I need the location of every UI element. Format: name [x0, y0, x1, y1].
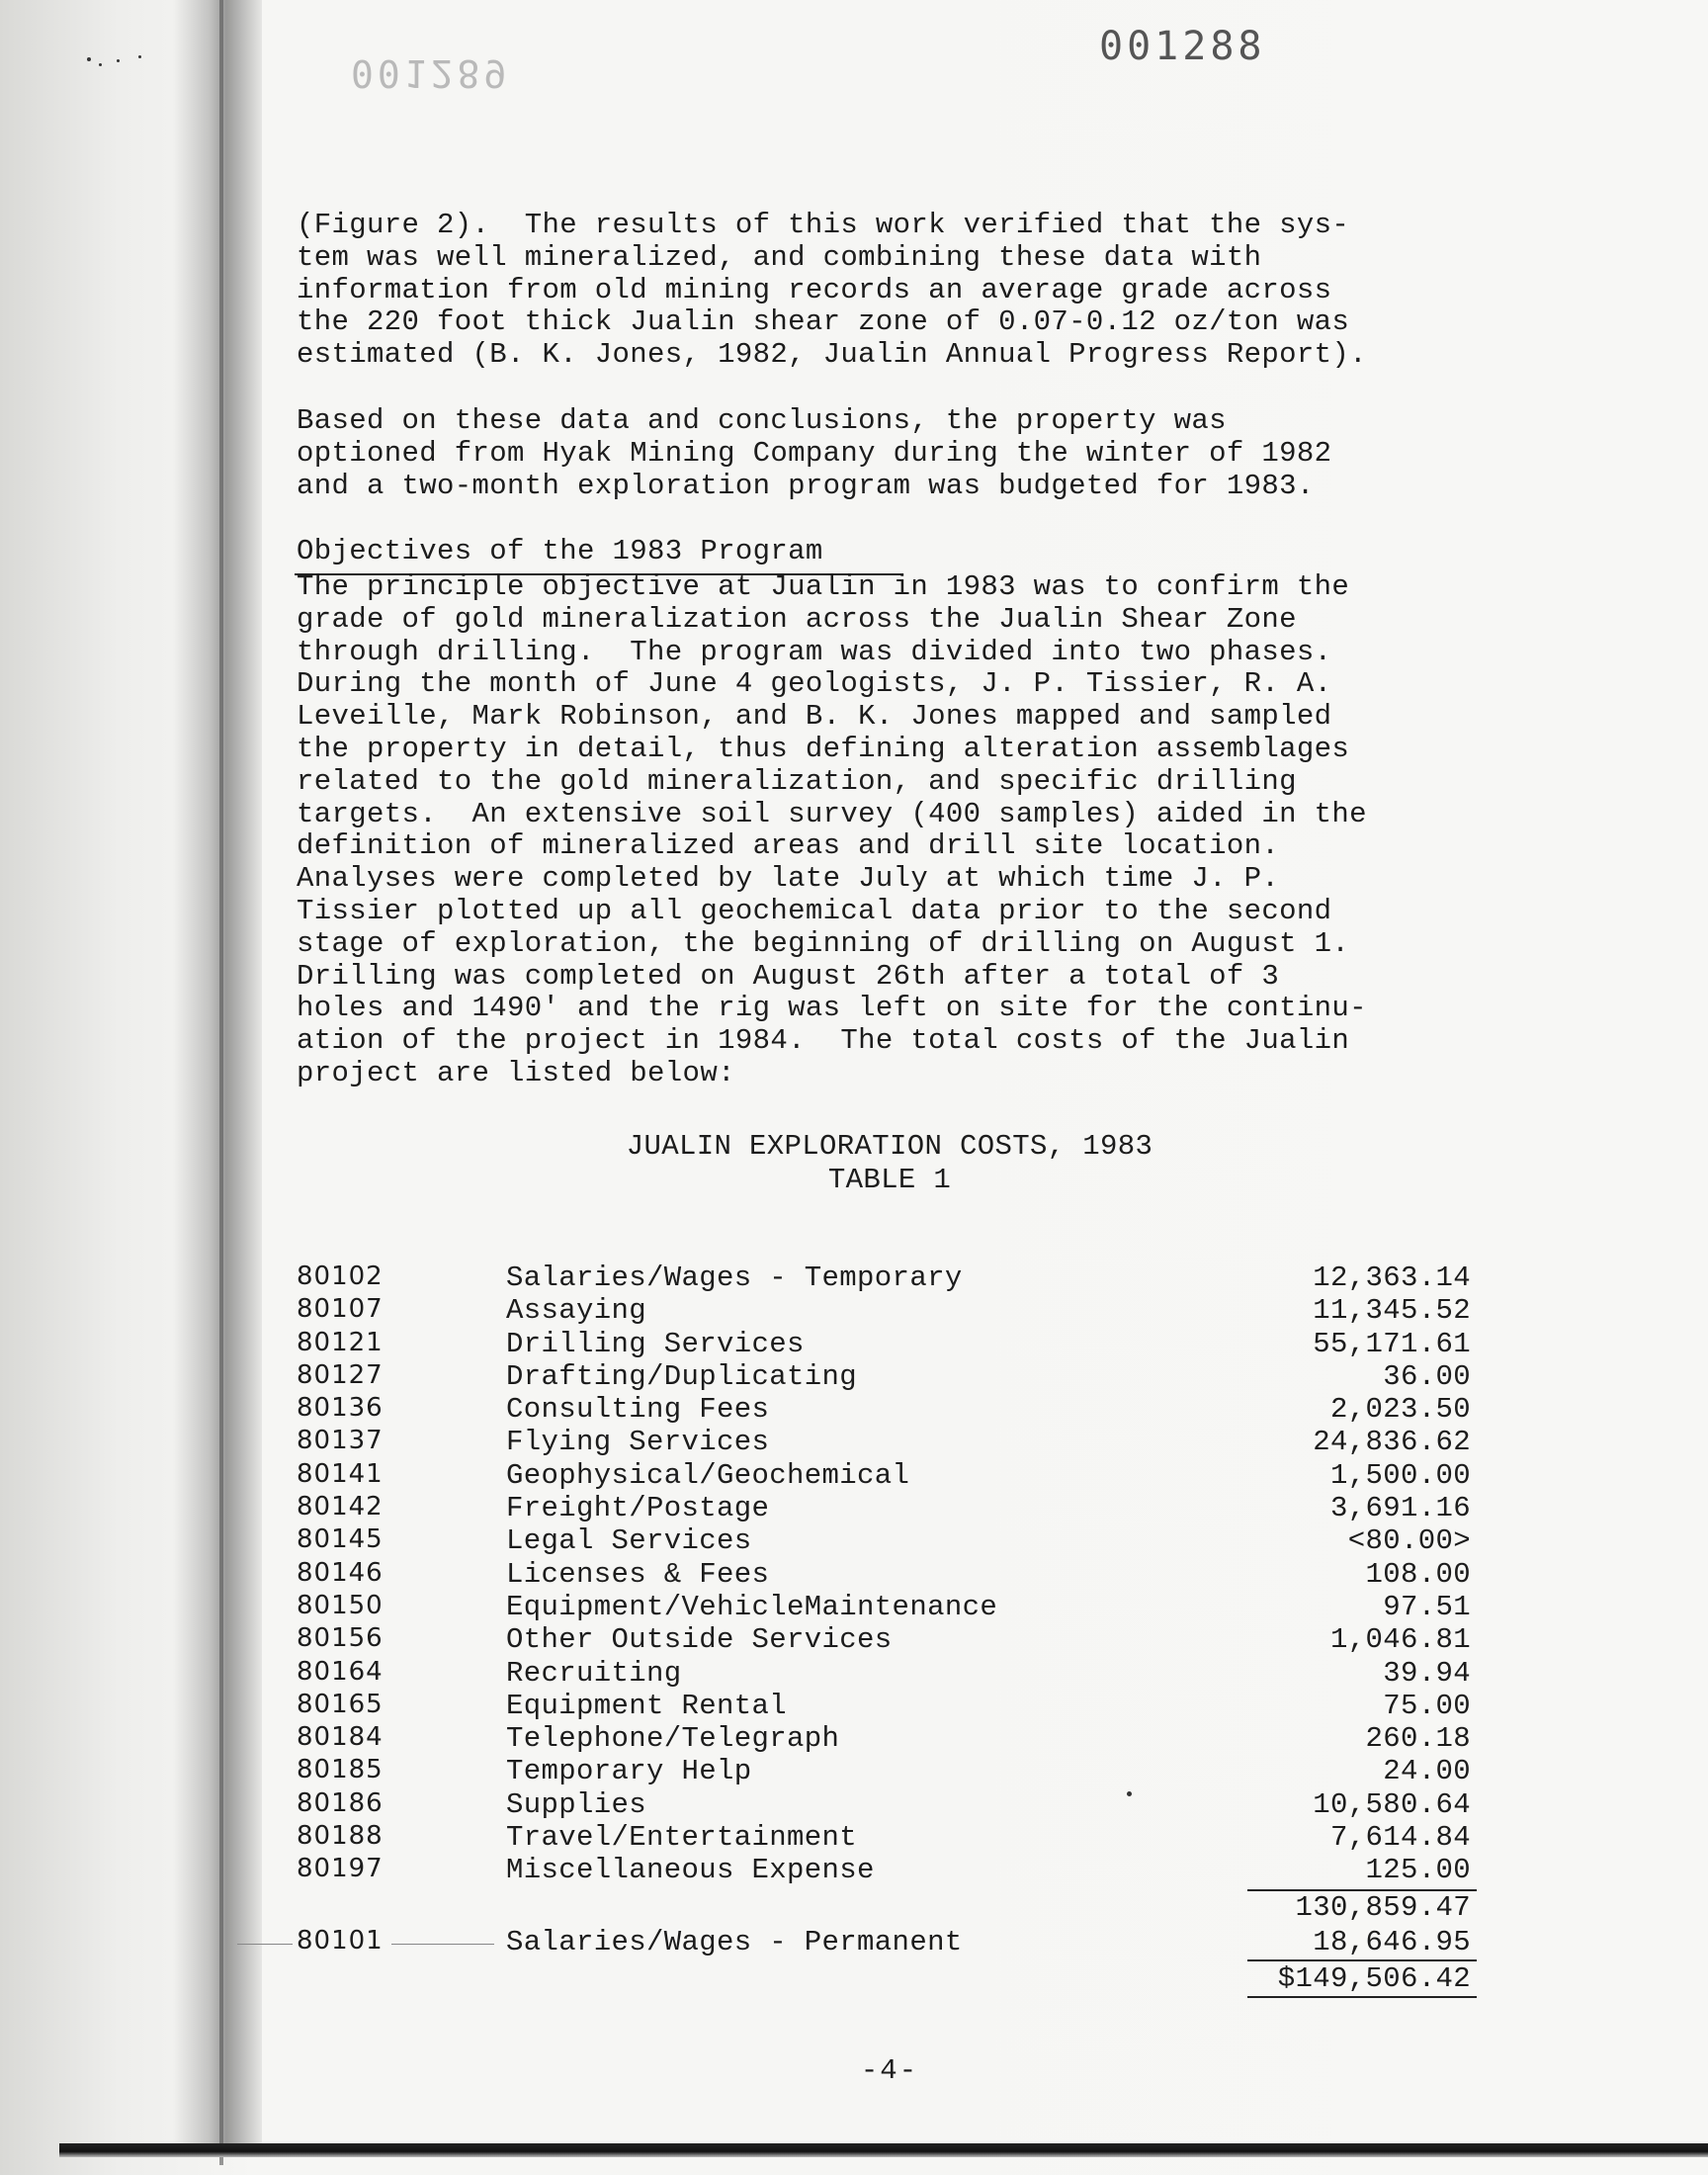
cost-amount: 7,614.84: [1329, 1821, 1471, 1855]
cost-amount: 97.51: [1383, 1590, 1471, 1623]
account-code: 80164: [297, 1656, 384, 1687]
cost-amount: 55,171.61: [1313, 1327, 1471, 1360]
table-row: [297, 1722, 1483, 1755]
cost-description: Miscellaneous Expense: [506, 1854, 875, 1887]
account-code: 80150: [297, 1590, 384, 1620]
cost-description: Equipment/VehicleMaintenance: [506, 1590, 998, 1623]
cost-description: Geophysical/Geochemical: [506, 1458, 910, 1492]
account-code: 80146: [297, 1557, 384, 1588]
account-code: 80141: [297, 1458, 384, 1489]
table-row: [297, 1459, 1483, 1492]
cost-amount: 108.00: [1365, 1557, 1471, 1591]
bleed-through-stamp: 001289: [351, 51, 511, 95]
table-row: [297, 1657, 1483, 1690]
table-row: [297, 1690, 1483, 1722]
cost-amount: 36.00: [1383, 1359, 1471, 1393]
paragraph-objectives: The principle objective at Jualin in 1983 was to confirm the grade of gold mineralization across the Jualin Shear Zone through drilling. The program was divided into two phases. During the month of June 4 geologists, J. P. Tissier, R. A. Leveille, Mark Robinson, and B. K. Jones mapped and sampled the property in detail, thus defining alteration assemblages related to the gold mineralization, and specific drilling targets. An extensive soil survey (400 samples) aided in the definition of mineralized areas and drill site location. Analyses were completed by late July at which time J. P. Tissier plotted up all geochemical data prior to the second stage of exploration, the beginning of drilling on August 1. Drilling was completed on August 26th after a total of 3 holes and 1490' and the rig was left on site for the continu- ation of the project in 1984. The total costs of the Jualin project are listed below:: [297, 570, 1367, 1089]
binding-shadow: [173, 0, 262, 2155]
subtotal-amount: 130,859.47: [1295, 1890, 1471, 1924]
account-code: 80127: [297, 1359, 384, 1390]
subtotal-row: [297, 1887, 1483, 1924]
cost-amount: 125.00: [1365, 1854, 1471, 1887]
cost-amount: <80.00>: [1347, 1524, 1471, 1558]
table-row: [297, 1788, 1483, 1821]
account-code: 80185: [297, 1755, 384, 1785]
table-row: [297, 1328, 1483, 1360]
table-row: [297, 1591, 1483, 1623]
page-number: -4-: [860, 2054, 919, 2087]
cost-description: Recruiting: [506, 1656, 682, 1690]
cost-description: Other Outside Services: [506, 1623, 893, 1657]
account-code: 80137: [297, 1426, 384, 1456]
cost-amount: 12,363.14: [1313, 1262, 1471, 1294]
account-code: 80142: [297, 1492, 384, 1522]
cost-description: Freight/Postage: [506, 1492, 770, 1525]
scan-speck: [138, 55, 141, 58]
account-code: 80197: [297, 1854, 384, 1884]
page-bottom-edge: [59, 2143, 1708, 2157]
cost-description: Salaries/Wages - Temporary: [506, 1262, 963, 1294]
scan-speck: [99, 63, 102, 66]
cost-description: Telephone/Telegraph: [506, 1722, 840, 1756]
cost-amount: 24.00: [1383, 1755, 1471, 1788]
account-code: 80188: [297, 1821, 384, 1852]
table-row-permanent: [297, 1926, 1483, 1958]
cost-amount: 24,836.62: [1313, 1426, 1471, 1459]
cost-amount: 39.94: [1383, 1656, 1471, 1690]
table-subtitle: TABLE 1: [827, 1164, 952, 1196]
cost-description: Temporary Help: [506, 1755, 752, 1788]
account-code: 80101: [297, 1925, 384, 1956]
paragraph-figure-results: (Figure 2). The results of this work verified that the sys- tem was well mineralized, and combining these data with information from old mining records an average grade across the 220 foot thick Jualin shear zone of 0.07-0.12 oz/ton was estimated (B. K. Jones, 1982, Jualin Annual Progress Report).: [297, 209, 1367, 372]
faint-rule: [391, 1944, 494, 1945]
account-code: 80184: [297, 1722, 384, 1753]
cost-amount: 11,345.52: [1313, 1294, 1471, 1328]
cost-amount: 2,023.50: [1329, 1393, 1471, 1427]
account-code: 80186: [297, 1787, 384, 1818]
account-code: 80145: [297, 1524, 384, 1555]
account-code: 80136: [297, 1393, 384, 1424]
total-row: [297, 1958, 1483, 1996]
cost-amount: 260.18: [1365, 1722, 1471, 1756]
cost-amount: 10,580.64: [1313, 1787, 1471, 1821]
total-double-rule: [1247, 1996, 1477, 1998]
table-row: [297, 1426, 1483, 1458]
page-stamp-number: 001288: [1099, 24, 1266, 69]
scan-speck: [87, 57, 91, 61]
table-row: [297, 1623, 1483, 1656]
cost-description: Assaying: [506, 1294, 647, 1328]
account-code: 80165: [297, 1689, 384, 1719]
binding-edge: [219, 0, 223, 2165]
cost-amount: 3,691.16: [1329, 1492, 1471, 1525]
scan-speck: [117, 59, 120, 62]
cost-description: Flying Services: [506, 1426, 770, 1459]
cost-description: Licenses & Fees: [506, 1557, 770, 1591]
table-row: [297, 1492, 1483, 1524]
cost-amount: 18,646.95: [1313, 1925, 1471, 1958]
table-title: JUALIN EXPLORATION COSTS, 1983: [626, 1130, 1153, 1163]
cost-description: Travel/Entertainment: [506, 1821, 858, 1855]
account-code: 80121: [297, 1327, 384, 1357]
cost-description: Drafting/Duplicating: [506, 1359, 858, 1393]
table-row: [297, 1262, 1483, 1294]
cost-description: Salaries/Wages - Permanent: [506, 1925, 963, 1958]
table-row: [297, 1360, 1483, 1393]
table-row: [297, 1524, 1483, 1557]
section-heading: Objectives of the 1983 Program: [297, 535, 823, 567]
table-row: [297, 1821, 1483, 1854]
cost-table: [297, 1262, 1483, 1996]
table-row: [297, 1294, 1483, 1327]
account-code: 80107: [297, 1294, 384, 1325]
account-code: 80102: [297, 1262, 384, 1291]
table-row: [297, 1558, 1483, 1591]
cost-description: Drilling Services: [506, 1327, 805, 1360]
cost-amount: 1,500.00: [1329, 1458, 1471, 1492]
table-row: [297, 1755, 1483, 1787]
account-code: 80156: [297, 1623, 384, 1654]
cost-description: Equipment Rental: [506, 1689, 788, 1722]
cost-amount: 75.00: [1383, 1689, 1471, 1722]
cost-description: Consulting Fees: [506, 1393, 770, 1427]
paragraph-property-option: Based on these data and conclusions, the property was optioned from Hyak Mining Company during the winter of 1982 and a two-month exploration program was budgeted for 1983.: [297, 404, 1332, 502]
cost-amount: 1,046.81: [1329, 1623, 1471, 1657]
faint-rule: [237, 1944, 293, 1945]
table-row: [297, 1854, 1483, 1886]
cost-description: Supplies: [506, 1787, 647, 1821]
cost-description: Legal Services: [506, 1524, 752, 1558]
table-row: [297, 1393, 1483, 1426]
grand-total-amount: $149,506.42: [1277, 1962, 1471, 1996]
